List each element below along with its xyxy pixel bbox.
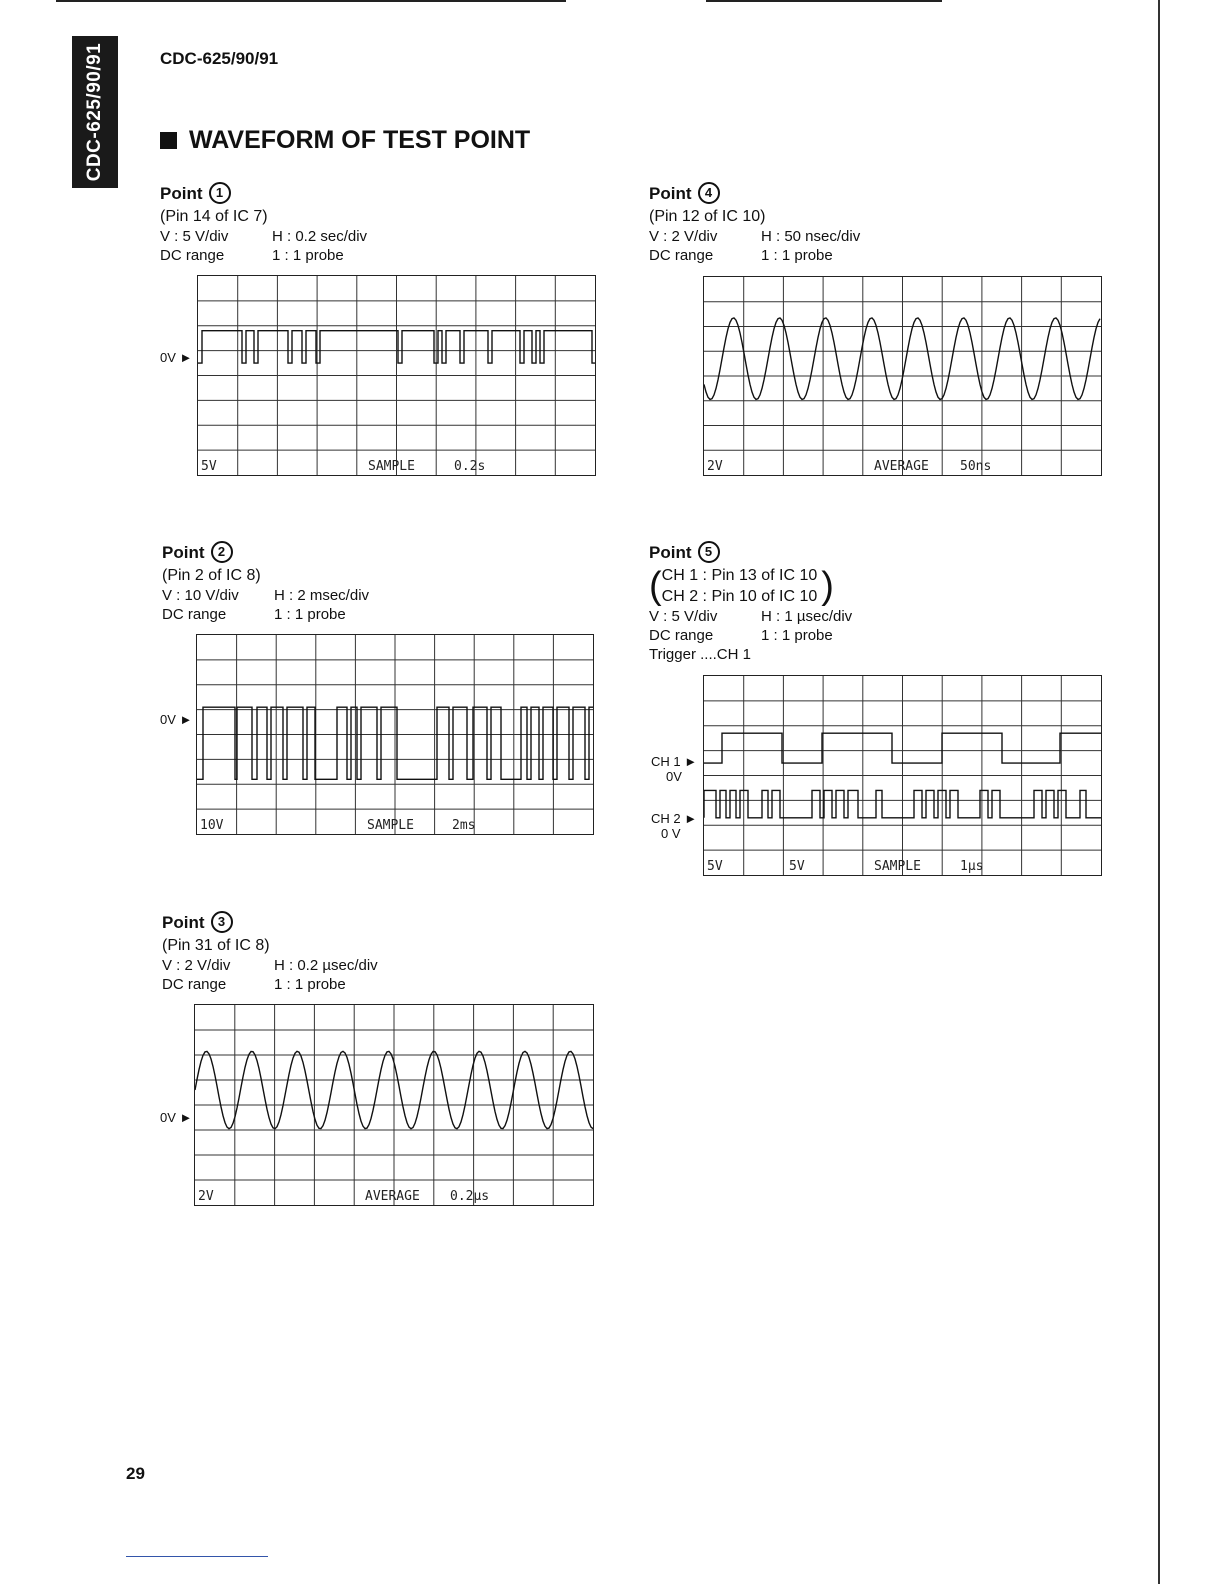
- point-3-hdiv: H : 0.2 µsec/div: [274, 957, 378, 974]
- point-4-probe: 1 : 1 probe: [761, 247, 833, 264]
- point-2-scope: [196, 634, 594, 835]
- point-1-hdiv: H : 0.2 sec/div: [272, 228, 368, 245]
- point-2-zero-marker: 0V ►: [160, 712, 193, 727]
- point-4-pin: (Pin 12 of IC 10): [649, 208, 766, 225]
- scope-4-volt: 2V: [707, 459, 723, 474]
- point-1-info: [160, 182, 367, 265]
- model-header: CDC-625/90/91: [160, 49, 279, 68]
- point-4-vdiv: V : 2 V/div: [649, 228, 718, 245]
- point-2-range: DC range: [162, 606, 227, 623]
- page-edge-rule: [1158, 0, 1160, 1584]
- scope-5-volt-ch1: 5V: [707, 859, 723, 874]
- graticule: [704, 676, 1101, 875]
- point-1-probe: 1 : 1 probe: [272, 247, 344, 264]
- footer-rule: [126, 1556, 268, 1557]
- point-1-label: Point: [160, 183, 203, 203]
- graticule: [197, 635, 593, 834]
- point-2-probe: 1 : 1 probe: [274, 606, 346, 623]
- scope-1-mode: SAMPLE: [368, 459, 415, 474]
- point-3-probe: 1 : 1 probe: [274, 976, 346, 993]
- point-3-vdiv: V : 2 V/div: [162, 957, 231, 974]
- point-5-ch2-marker: CH 2 ►: [651, 811, 698, 826]
- point-5-ch2: CH 2 : Pin 10 of IC 10: [661, 588, 818, 605]
- scope-3-mode: AVERAGE: [365, 1189, 420, 1204]
- left-bracket-icon: (: [649, 565, 662, 607]
- point-5-range: DC range: [649, 627, 714, 644]
- point-2-pin: (Pin 2 of IC 8): [162, 567, 261, 584]
- scope-1-time: 0.2s: [454, 459, 486, 474]
- scope-1-volt: 5V: [201, 459, 217, 474]
- graticule: [704, 277, 1101, 475]
- point-4-scope: [703, 276, 1102, 476]
- section-title-text: WAVEFORM OF TEST POINT: [189, 126, 531, 154]
- point-4-range: DC range: [649, 247, 714, 264]
- page-number: 29: [126, 1464, 145, 1483]
- graticule: [198, 276, 595, 475]
- point-5-label: Point: [649, 542, 692, 562]
- point-1-zero-marker: 0V ►: [160, 350, 193, 365]
- point-3-pin: (Pin 31 of IC 8): [162, 937, 270, 954]
- point-4-hdiv: H : 50 nsec/div: [761, 228, 861, 245]
- point-5-ch1-zero: 0V: [666, 769, 682, 784]
- scope-5-volt-ch2: 5V: [789, 859, 805, 874]
- scope-2-volt: 10V: [200, 818, 224, 833]
- point-1-range: DC range: [160, 247, 225, 264]
- point-3-label: Point: [162, 912, 205, 932]
- point-1-vdiv: V : 5 V/div: [160, 228, 229, 245]
- square-bullet-icon: [160, 132, 177, 149]
- point-3-info: [162, 911, 378, 994]
- point-5-hdiv: H : 1 µsec/div: [761, 608, 853, 625]
- point-1-pin: (Pin 14 of IC 7): [160, 208, 268, 225]
- scope-4-mode: AVERAGE: [874, 459, 929, 474]
- point-2-label: Point: [162, 542, 205, 562]
- top-rule-left: [56, 0, 566, 2]
- point-2-info: [162, 541, 369, 624]
- point-4-info: [649, 182, 860, 265]
- right-bracket-icon: ): [821, 565, 834, 607]
- point-2-hdiv: H : 2 msec/div: [274, 587, 370, 604]
- point-3-number: 3: [211, 911, 233, 933]
- side-tab-label: CDC-625/90/91: [84, 42, 105, 182]
- point-5-ch1-marker: CH 1 ►: [651, 754, 698, 769]
- point-1-number: 1: [209, 182, 231, 204]
- point-5-ch1: CH 1 : Pin 13 of IC 10: [661, 567, 818, 584]
- side-tab: [72, 36, 118, 188]
- scope-3-volt: 2V: [198, 1189, 214, 1204]
- point-3-range: DC range: [162, 976, 227, 993]
- scope-3-time: 0.2µs: [450, 1189, 490, 1204]
- point-5-number: 5: [698, 541, 720, 563]
- scope-2-time: 2ms: [452, 818, 476, 833]
- point-4-number: 4: [698, 182, 720, 204]
- point-5-info: [649, 541, 852, 664]
- point-2-vdiv: V : 10 V/div: [162, 587, 239, 604]
- point-5-scope: [703, 675, 1102, 876]
- scope-4-time: 50ns: [960, 459, 992, 474]
- point-1-scope: [197, 275, 596, 476]
- point-5-vdiv: V : 5 V/div: [649, 608, 718, 625]
- point-5-trigger: Trigger ....CH 1: [649, 646, 751, 663]
- point-3-scope: [194, 1004, 594, 1206]
- top-rule-right: [706, 0, 942, 2]
- point-2-number: 2: [211, 541, 233, 563]
- point-5-probe: 1 : 1 probe: [761, 627, 833, 644]
- section-title: [160, 126, 530, 155]
- point-4-label: Point: [649, 183, 692, 203]
- graticule: [195, 1005, 593, 1205]
- point-5-ch2-zero: 0 V: [661, 826, 681, 841]
- scope-5-mode: SAMPLE: [874, 859, 921, 874]
- scope-2-mode: SAMPLE: [367, 818, 414, 833]
- scope-5-time: 1µs: [960, 859, 984, 874]
- point-3-zero-marker: 0V ►: [160, 1110, 193, 1125]
